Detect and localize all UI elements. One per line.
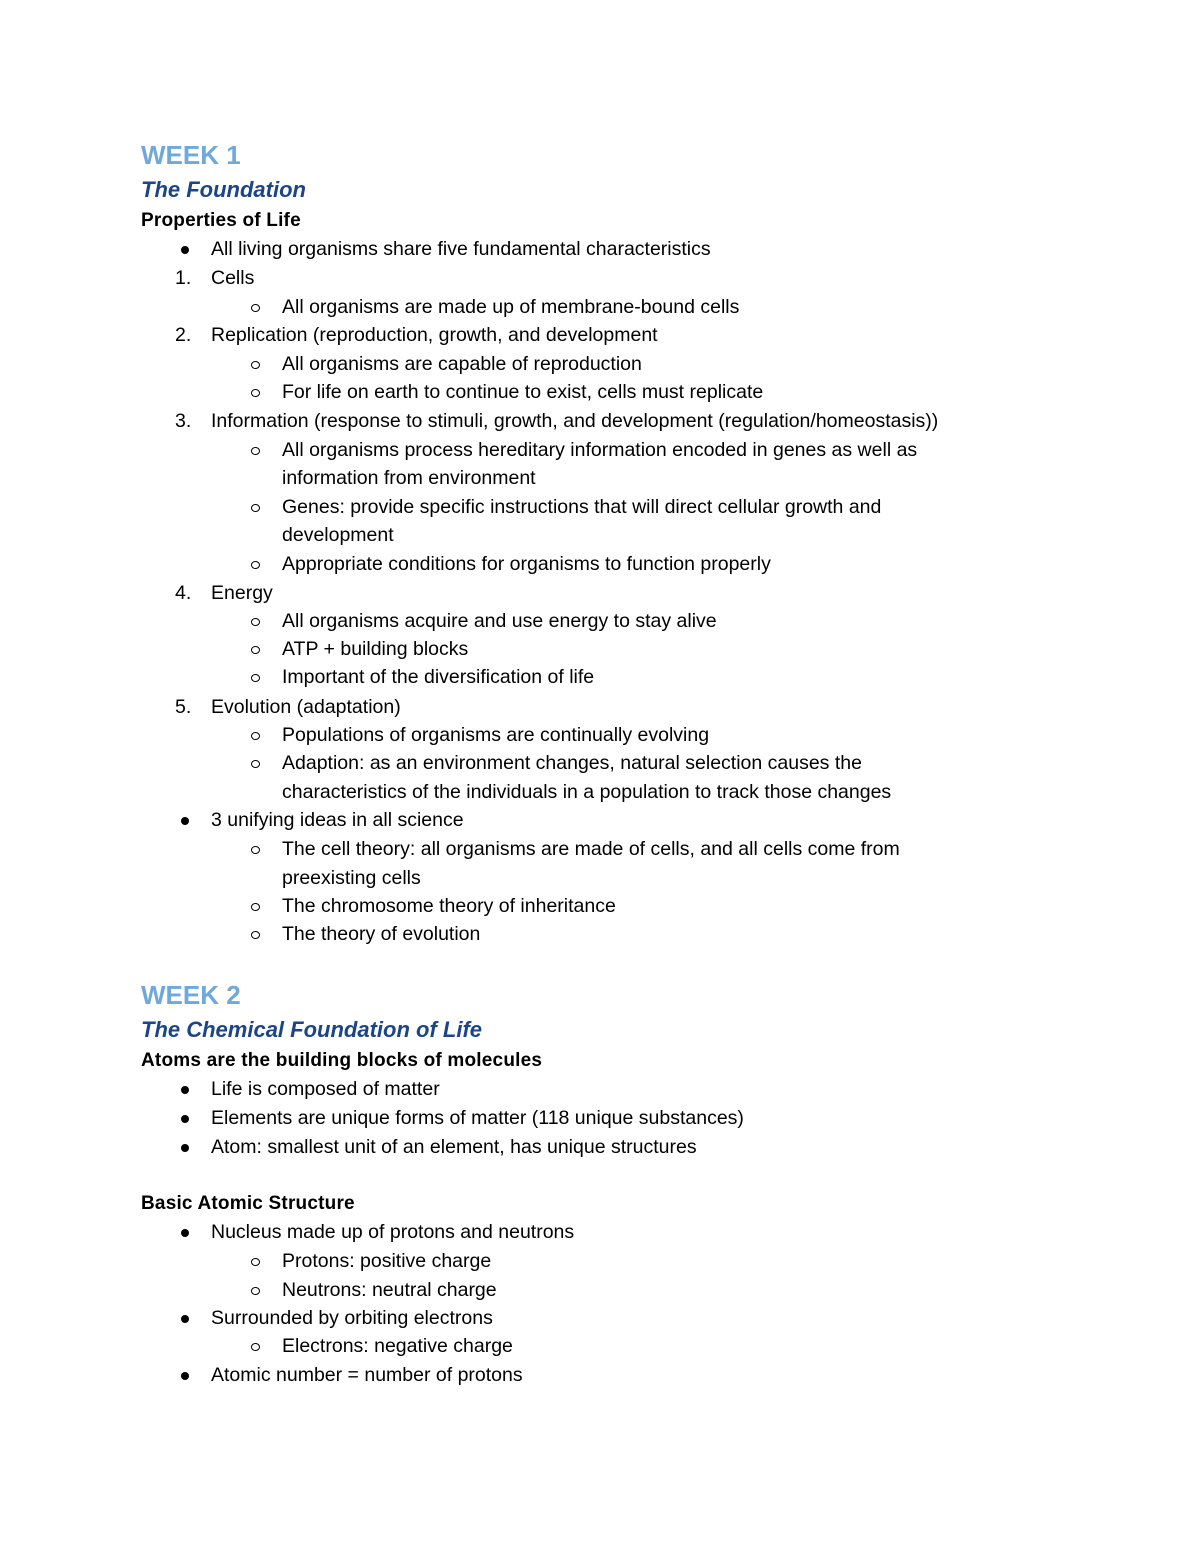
list-item: Neutrons: neutral charge xyxy=(282,1276,497,1305)
list-item: Electrons: negative charge xyxy=(282,1332,513,1361)
numbered-item: 2. Replication (reproduction, growth, and development xyxy=(175,324,658,346)
list-item: All living organisms share five fundamental characteristics xyxy=(211,235,711,264)
list-item: The chromosome theory of inheritance xyxy=(282,892,616,921)
list-item: All organisms are capable of reproduction xyxy=(282,350,642,379)
list-item: ATP + building blocks xyxy=(282,635,468,664)
week-1-subtitle: The Foundation xyxy=(141,177,306,202)
list-item-continuation: development xyxy=(282,524,394,546)
list-item: All organisms are made up of membrane-bound cells xyxy=(282,293,739,322)
list-item: Adaption: as an environment changes, natural selection causes the xyxy=(282,749,862,778)
list-item: The theory of evolution xyxy=(282,920,480,949)
week-2-title: WEEK 2 xyxy=(141,980,241,1010)
basic-atomic-structure-heading: Basic Atomic Structure xyxy=(141,1193,355,1214)
list-item: Atomic number = number of protons xyxy=(211,1361,523,1390)
list-item: Nucleus made up of protons and neutrons xyxy=(211,1218,574,1247)
list-item: Appropriate conditions for organisms to function properly xyxy=(282,550,771,579)
week-1-title: WEEK 1 xyxy=(141,140,241,170)
atoms-heading: Atoms are the building blocks of molecules xyxy=(141,1050,543,1071)
list-item: All organisms acquire and use energy to stay alive xyxy=(282,607,717,636)
numbered-item: 1. Cells xyxy=(175,267,255,289)
list-item: 3 unifying ideas in all science xyxy=(211,806,464,835)
list-item: Genes: provide specific instructions that will direct cellular growth and xyxy=(282,493,881,522)
numbered-item: 3. Information (response to stimuli, growth, and development (regulation/homeostasis)) xyxy=(175,410,939,432)
list-item: Important of the diversification of life xyxy=(282,663,594,692)
properties-of-life-heading: Properties of Life xyxy=(141,210,301,231)
list-item: All organisms process hereditary information encoded in genes as well as xyxy=(282,436,917,465)
numbered-item: 5. Evolution (adaptation) xyxy=(175,696,401,718)
list-item-continuation: preexisting cells xyxy=(282,867,421,889)
list-item: For life on earth to continue to exist, cells must replicate xyxy=(282,378,763,407)
week-2-subtitle: The Chemical Foundation of Life xyxy=(141,1017,482,1042)
list-item: Atom: smallest unit of an element, has unique structures xyxy=(211,1133,697,1162)
numbered-item: 4. Energy xyxy=(175,582,273,604)
list-item: Life is composed of matter xyxy=(211,1075,440,1104)
list-item: Populations of organisms are continually evolving xyxy=(282,721,709,750)
list-item: Elements are unique forms of matter (118 unique substances) xyxy=(211,1104,744,1133)
list-item-continuation: information from environment xyxy=(282,467,536,489)
list-item: Surrounded by orbiting electrons xyxy=(211,1304,493,1333)
list-item-continuation: characteristics of the individuals in a population to track those changes xyxy=(282,781,892,803)
list-item: Protons: positive charge xyxy=(282,1247,491,1276)
list-item: The cell theory: all organisms are made of cells, and all cells come from xyxy=(282,835,900,864)
